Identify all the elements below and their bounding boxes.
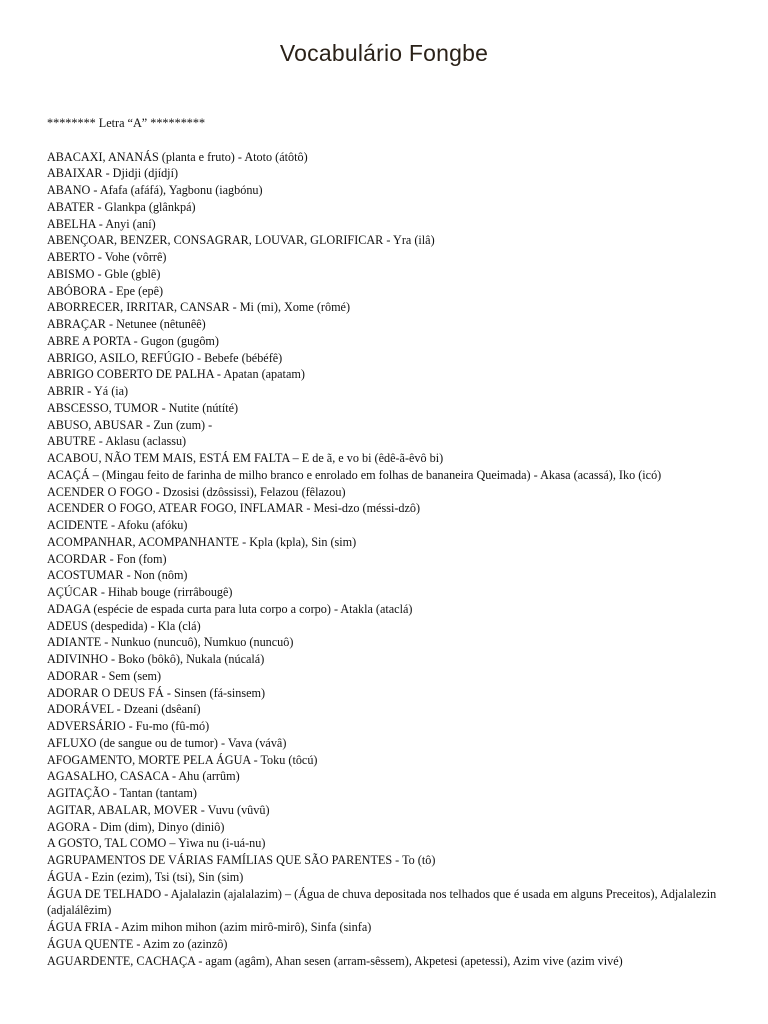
vocabulary-entry: ABRE A PORTA - Gugon (gugôm) bbox=[47, 333, 219, 348]
vocabulary-entry: AGORA - Dim (dim), Dinyo (diniô) bbox=[47, 819, 225, 834]
vocabulary-entry: ABUSO, ABUSAR - Zun (zum) - bbox=[47, 417, 213, 432]
vocabulary-entry: ACIDENTE - Afoku (afóku) bbox=[47, 518, 188, 532]
vocabulary-entry: ADIANTE - Nunkuo (nuncuô), Numkuo (nuncuô) bbox=[47, 635, 294, 650]
vocabulary-entry: ÁGUA QUENTE - Azim zo (azinzô) bbox=[47, 936, 228, 951]
vocabulary-entry: ABRIGO COBERTO DE PALHA - Apatan (apatam) bbox=[47, 367, 305, 382]
vocabulary-entry: AÇÚCAR - Hihab bouge (rirrâbougê) bbox=[47, 585, 233, 599]
vocabulary-entry: ACENDER O FOGO, ATEAR FOGO, INFLAMAR - Mesi-dzo (méssi-dzô) bbox=[47, 501, 421, 516]
vocabulary-list bbox=[47, 115, 753, 969]
vocabulary-entry: ADEUS (despedida) - Kla (clá) bbox=[47, 618, 201, 633]
vocabulary-entry: ABORRECER, IRRITAR, CANSAR - Mi (mi), Xome (rômé) bbox=[47, 300, 351, 315]
vocabulary-entry: ABERTO - Vohe (vôrrê) bbox=[47, 250, 167, 264]
vocabulary-entry: ABACAXI, ANANÁS (planta e fruto) - Atoto (átôtô) bbox=[47, 149, 308, 164]
vocabulary-entry: AGASALHO, CASACA - Ahu (arrûm) bbox=[47, 769, 240, 784]
vocabulary-entry: A GOSTO, TAL COMO – Yiwa nu (i-uá-nu) bbox=[47, 836, 266, 851]
vocabulary-entry: ÁGUA - Ezin (ezim), Tsi (tsi), Sin (sim) bbox=[47, 869, 244, 884]
vocabulary-entry: ACENDER O FOGO - Dzosisi (dzôssissi), Felazou (fêlazou) bbox=[47, 484, 346, 499]
vocabulary-entry: ÁGUA DE TELHADO - Ajalalazin (ajalalazim) – (Água de chuva depositada nos telhados que é usada em alguns Preceitos), Adjalalezin (adjalálêzim) bbox=[47, 886, 720, 918]
vocabulary-entry: AGRUPAMENTOS DE VÁRIAS FAMÍLIAS QUE SÃO PARENTES - To (tô) bbox=[47, 853, 436, 867]
vocabulary-entry: ÁGUA FRIA - Azim mihon mihon (azim mirô-mirô), Sinfa (sinfa) bbox=[47, 920, 372, 934]
vocabulary-entry: ABRAÇAR - Netunee (nêtunêê) bbox=[47, 317, 206, 331]
vocabulary-entry: ADORÁVEL - Dzeani (dsêaní) bbox=[47, 702, 201, 717]
vocabulary-entry: ABAIXAR - Djidji (djídjí) bbox=[47, 166, 179, 181]
vocabulary-entry: ADAGA (espécie de espada curta para luta corpo a corpo) - Atakla (ataclá) bbox=[47, 601, 413, 616]
vocabulary-entry: ABANO - Afafa (afáfá), Yagbonu (iagbónu) bbox=[47, 183, 263, 197]
vocabulary-entry: ADVERSÁRIO - Fu-mo (fû-mó) bbox=[47, 719, 210, 733]
vocabulary-entry: ABUTRE - Aklasu (aclassu) bbox=[47, 434, 187, 449]
vocabulary-entry: ABRIR - Yá (ia) bbox=[47, 384, 129, 398]
vocabulary-entry: ACOMPANHAR, ACOMPANHANTE - Kpla (kpla), Sin (sim) bbox=[47, 534, 357, 549]
vocabulary-entry: ABELHA - Anyi (aní) bbox=[47, 216, 156, 231]
vocabulary-entry: ADORAR - Sem (sem) bbox=[47, 668, 162, 683]
vocabulary-entry: ABENÇOAR, BENZER, CONSAGRAR, LOUVAR, GLORIFICAR - Yra (ilâ) bbox=[47, 233, 435, 248]
vocabulary-entry: ABSCESSO, TUMOR - Nutite (nútíté) bbox=[47, 400, 239, 415]
vocabulary-entry: ADIVINHO - Boko (bôkô), Nukala (núcalá) bbox=[47, 652, 265, 666]
vocabulary-entry: AFLUXO (de sangue ou de tumor) - Vava (vávâ) bbox=[47, 735, 287, 750]
vocabulary-entry: ABRIGO, ASILO, REFÚGIO - Bebefe (bébéfê) bbox=[47, 350, 283, 365]
letter-heading: ******** Letra “A” ********* bbox=[47, 116, 206, 130]
vocabulary-entry: ACAÇÁ – (Mingau feito de farinha de milho branco e enrolado em folhas de bananeira Queimada) - Akasa (acassá), Iko (icó) bbox=[47, 467, 662, 482]
vocabulary-entry: ACORDAR - Fon (fom) bbox=[47, 551, 167, 566]
vocabulary-entry: ACABOU, NÃO TEM MAIS, ESTÁ EM FALTA – E de ã, e vo bi (êdê-ã-êvô bi) bbox=[47, 451, 444, 465]
vocabulary-entry: ADORAR O DEUS FÁ - Sinsen (fá-sinsem) bbox=[47, 685, 266, 700]
vocabulary-entry: AGUARDENTE, CACHAÇA - agam (agâm), Ahan sesen (arram-sêssem), Akpetesi (apetessi), Azim vive (azim vivé) bbox=[47, 953, 623, 968]
vocabulary-entry: ABATER - Glankpa (glânkpá) bbox=[47, 199, 196, 214]
vocabulary-entry: AGITAR, ABALAR, MOVER - Vuvu (vûvû) bbox=[47, 802, 270, 817]
vocabulary-entry: ACOSTUMAR - Non (nôm) bbox=[47, 568, 188, 583]
vocabulary-entry: ABÓBORA - Epe (epê) bbox=[47, 283, 164, 298]
vocabulary-entry: ABISMO - Gble (gblê) bbox=[47, 266, 161, 281]
document-title: Vocabulário Fongbe bbox=[279, 40, 489, 66]
vocabulary-entry: AFOGAMENTO, MORTE PELA ÁGUA - Toku (tôcú) bbox=[47, 752, 318, 767]
vocabulary-entry: AGITAÇÃO - Tantan (tantam) bbox=[47, 786, 197, 800]
